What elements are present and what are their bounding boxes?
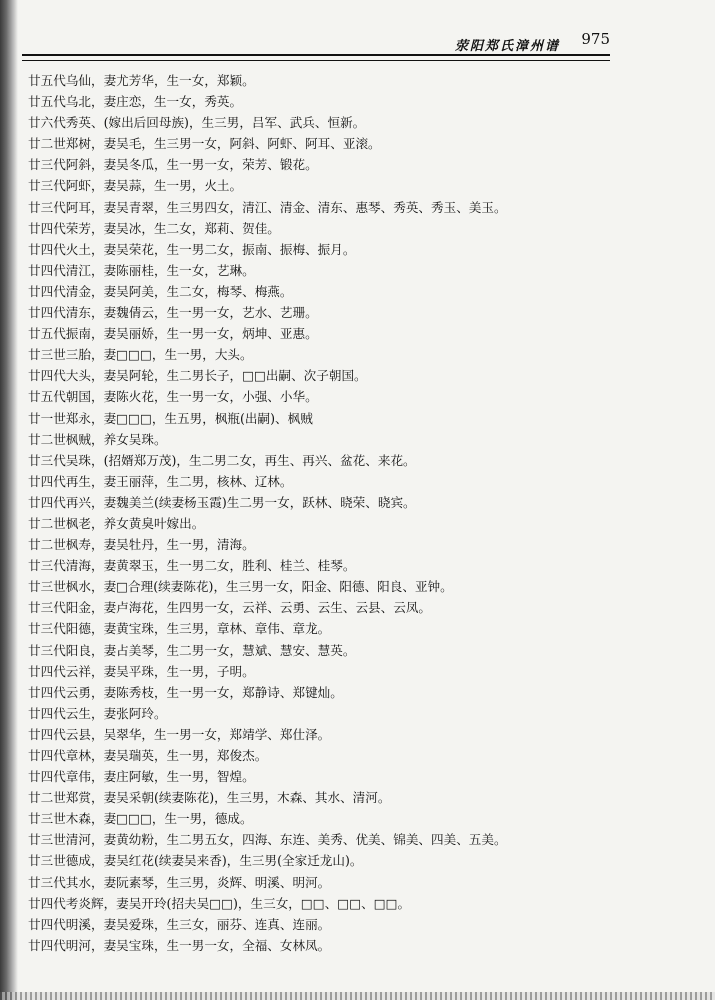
- genealogy-entry: 廿三世枫水，妻□合理(续妻陈花)，生三男一女，阳金、阳德、阳良、亚钟。: [28, 579, 453, 595]
- genealogy-entry: 廿四代清金，妻吴阿美，生二女，梅琴、梅燕。: [28, 283, 293, 299]
- genealogy-entry: 廿五代乌仙，妻尤芳华，生一女，郑颖。: [28, 73, 255, 88]
- header-rule: [22, 54, 610, 61]
- genealogy-entry: 廿四代云生，妻张阿玲。: [28, 705, 167, 721]
- genealogy-entry: 廿二世枫寿，妻吴牡丹，生一男，清海。: [28, 537, 255, 553]
- genealogy-entry: 廿三代阿斜，妻吴冬瓜，生一男一女，荣芳、锻花。: [28, 157, 318, 173]
- genealogy-entry: 廿四代再生，妻王丽萍，生二男，核林、辽林。: [28, 473, 293, 489]
- genealogy-entry: 廿五代乌北，妻庄恋，生一女，秀英。: [28, 94, 243, 110]
- genealogy-entry: 廿三代阳良，妻占美琴，生二男一女，慧斌、慧安、慧英。: [28, 642, 356, 658]
- genealogy-entry: 廿四代火土，妻吴荣花，生一男二女，振南、振梅、振月。: [28, 241, 356, 257]
- genealogy-entry: 廿二世郑树，妻吴毛，生三男一女，阿斜、阿虾、阿耳、亚滚。: [28, 136, 381, 152]
- genealogy-entry: 廿三代阿耳，妻吴青翠，生三男四女，清江、清金、清东、惠琴、秀英、秀玉、美玉。: [28, 199, 507, 215]
- genealogy-entry: 廿四代云县，吴翠华，生一男一女，郑靖学、郑仕泽。: [28, 726, 331, 742]
- genealogy-entry: 廿二世枫贼，养女吴珠。: [28, 431, 167, 447]
- genealogy-entry: 廿三代清海，妻黄翠玉，生一男二女，胜利、桂兰、桂琴。: [28, 558, 356, 574]
- genealogy-entry: 廿四代荣芳，妻吴冰，生二女，郑莉、贺佳。: [28, 220, 280, 236]
- genealogy-entry: 廿四代清东，妻魏倩云，生一男一女，艺水、艺珊。: [28, 305, 318, 321]
- genealogy-entry: 廿三世德成，妻吴红花(续妻吴来香)，生三男(全家迁龙山)。: [28, 853, 363, 869]
- genealogy-entry: 廿三世清河，妻黄幼粉，生二男五女，四海、东连、美秀、优美、锦美、四美、五美。: [28, 832, 507, 848]
- genealogy-entry: 廿二世枫老，养女黄臭叶嫁出。: [28, 515, 205, 531]
- genealogy-entry: 廿四代考炎辉，妻吴开玲(招夫吴□□)，生三女，□□、□□、□□。: [28, 895, 411, 911]
- genealogy-entry: 廿三世三胎，妻□□□，生一男，大头。: [28, 347, 253, 363]
- genealogy-entry: 廿四代再兴，妻魏美兰(续妻杨玉霞)生二男一女，跃林、晓荣、晓宾。: [28, 494, 416, 510]
- running-title: 荥阳郑氏漳州谱: [454, 39, 560, 54]
- genealogy-entry: 廿三世木森，妻□□□，生一男，德成。: [28, 811, 253, 827]
- page-number: 975: [581, 30, 610, 48]
- genealogy-entry: 廿三代阳德，妻黄宝珠，生三男，章林、章伟、章龙。: [28, 621, 331, 637]
- genealogy-entry: 廿四代章林，妻吴瑞英，生一男，郑俊杰。: [28, 748, 268, 763]
- page-bottom-edge: [0, 992, 715, 1000]
- genealogy-entry: 廿四代明河，妻吴宝珠，生一男一女，全福、女林凤。: [28, 937, 331, 953]
- genealogy-entry: 廿五代振南，妻吴丽娇，生一男一女，炳坤、亚惠。: [28, 326, 318, 342]
- genealogy-entry: 廿二世郑赏，妻吴采朝(续妻陈花)，生三男，木森、其水、清河。: [28, 790, 391, 806]
- genealogy-entry: 廿三代阿虾，妻吴蒜，生一男，火土。: [28, 178, 243, 194]
- genealogy-entry: 廿四代云祥，妻吴平珠，生一男，子明。: [28, 663, 255, 679]
- genealogy-entry: 廿四代章伟，妻庄阿敏，生一男，智煌。: [28, 769, 255, 785]
- genealogy-entry: 廿一世郑永，妻□□□，生五男，枫瓶(出嗣)、枫贼: [28, 410, 313, 426]
- genealogy-entry-list: [28, 70, 628, 956]
- genealogy-entry: 廿四代云勇，妻陈秀枝，生一男一女，郑静诗、郑键灿。: [28, 684, 343, 700]
- book-spine-shadow: [0, 0, 18, 1000]
- genealogy-entry: 廿四代大头，妻吴阿轮，生二男长子，□□出嗣、次子朝国。: [28, 368, 367, 384]
- genealogy-entry: 廿三代阳金，妻卢海花，生四男一女，云祥、云勇、云生、云县、云凤。: [28, 600, 431, 616]
- genealogy-entry: 廿四代清江，妻陈丽桂，生一女，艺琳。: [28, 262, 255, 278]
- genealogy-entry: 廿五代朝国，妻陈火花，生一男一女，小强、小华。: [28, 389, 318, 405]
- genealogy-entry: 廿四代明溪，妻吴爱珠，生三女，丽芬、连真、连丽。: [28, 916, 331, 932]
- genealogy-entry: 廿六代秀英、(嫁出后回母族)，生三男，吕军、武兵、恒新。: [28, 115, 366, 131]
- genealogy-entry: 廿三代吴珠，(招婿郑万茂)，生二男二女，再生、再兴、盆花、来花。: [28, 452, 416, 468]
- genealogy-entry: 廿三代其水，妻阮素琴，生三男，炎辉、明溪、明河。: [28, 874, 331, 890]
